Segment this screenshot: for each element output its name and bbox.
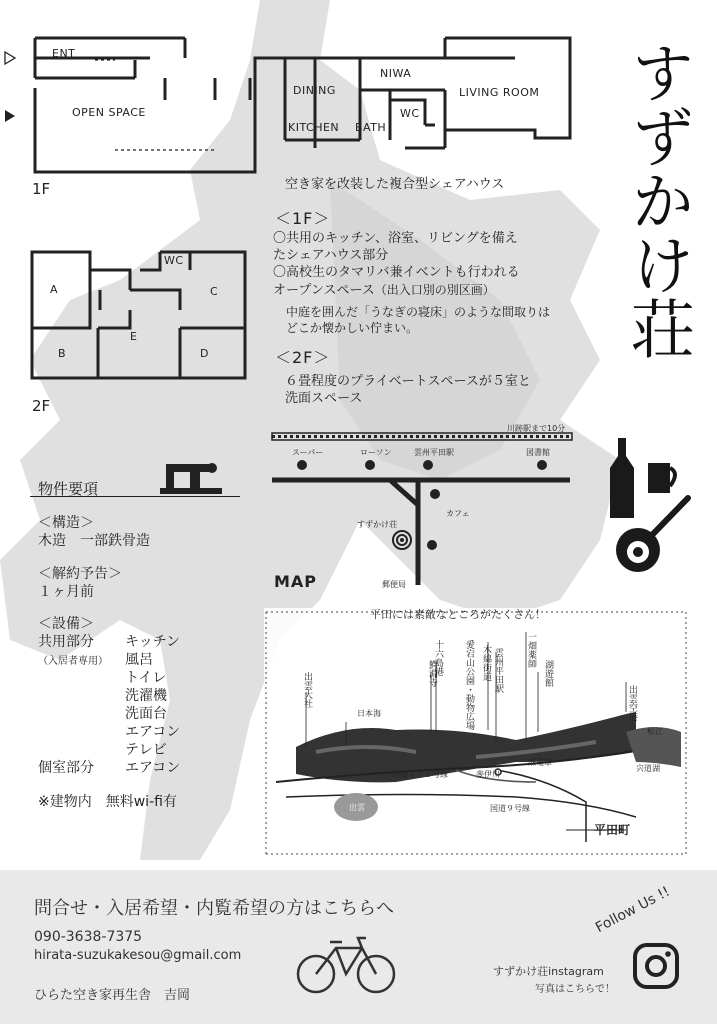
desc-1f-line4-main: オープンスペース — [273, 283, 375, 298]
area-shinji: 宍道湖 — [636, 764, 660, 773]
map-title: MAP — [274, 572, 318, 591]
room-open-space: OPEN SPACE — [72, 106, 146, 119]
footer-phone[interactable]: 090-3638-7375 — [34, 929, 143, 945]
map-station-note: 川跡駅まで10分 — [507, 424, 566, 433]
desc-1f-line1: 〇共用のキッチン、浴室、リビングを備え — [273, 231, 518, 246]
room-niwa: NIWA — [380, 67, 412, 80]
spec-equip-heading: ＜設備＞ — [38, 616, 94, 632]
room-dining: DINING — [293, 84, 336, 97]
area-sea: 日本海 — [357, 709, 381, 718]
map-cafe: カフェ — [446, 509, 470, 518]
bicycle-icon — [296, 934, 396, 996]
instagram-label[interactable]: すずかけ荘instagram — [493, 965, 604, 978]
room-c: C — [210, 285, 219, 298]
area-ichibata-yakushi: 一畑薬師 — [526, 632, 536, 668]
desc-1f-line2: たシェアハウス部分 — [273, 248, 389, 263]
footer-email[interactable]: hirata-suzukakesou@gmail.com — [34, 948, 242, 963]
spec-common-item: 洗濯機 — [125, 688, 167, 704]
follow-us-text: Follow Us !! — [593, 883, 673, 937]
area-headline: 平田には素敵なところがたくさん！ — [370, 608, 546, 621]
area-ichibata-rail: 一畑電車 — [520, 758, 552, 767]
desc-1f-note1: 中庭を囲んだ「うなぎの寝床」のような間取りは — [286, 305, 551, 319]
spec-common-item: エアコン — [125, 724, 181, 740]
area-izumo-taisha: 出雲大社 — [302, 672, 312, 708]
floor-caption-1f: 1F — [32, 180, 51, 198]
entrance-arrows — [3, 50, 17, 130]
footer — [0, 870, 717, 1024]
footer-org: ひらた空き家再生舎 吉岡 — [34, 988, 191, 1003]
heading-2f: ＜2F＞ — [275, 348, 331, 367]
spec-common-label: 共用部分 — [38, 634, 94, 650]
desc-1f-line4-note: （出入口別の別区画） — [374, 283, 495, 297]
room-bath: BATH — [355, 121, 387, 134]
area-airport: 出雲空港 — [627, 685, 637, 721]
room-living: LIVING ROOM — [459, 86, 540, 99]
map-lawson: ローソン — [360, 448, 392, 457]
area-wanizura: 鰐淵寺 — [427, 660, 437, 687]
map-post: 郵便局 — [382, 580, 406, 589]
area-route431: 国道４３１号線 — [392, 770, 448, 779]
desc-2f-line2: 洗面スペース — [285, 391, 363, 406]
desc-1f-line4 — [273, 281, 495, 300]
spec-structure-heading: ＜構造＞ — [38, 515, 94, 531]
footer-contact: 問合せ・入居希望・内覧希望の方はこちらへ — [34, 898, 394, 919]
area-hiikawa: 斐伊川 — [476, 770, 500, 779]
desc-1f-line3: 〇高校生のタマリバ兼イベントも行われる — [273, 265, 520, 280]
spec-common-note: （入居者専用） — [38, 656, 108, 667]
page-title: すずかけ荘 — [620, 40, 694, 360]
spec-common-item: トイレ — [125, 670, 167, 686]
kitchenware-illustration — [608, 438, 698, 573]
spec-private-item: エアコン — [125, 760, 181, 776]
room-a: A — [50, 283, 59, 296]
spec-private-label: 個室部分 — [38, 760, 94, 776]
map-supermarket: スーパー — [292, 448, 324, 457]
spec-common-item: キッチン — [125, 634, 181, 650]
area-kiwata: 木綿街道 — [481, 645, 491, 681]
desc-1f-note2: どこか懐かしい佇まい。 — [286, 321, 419, 335]
area-aitaka: 愛宕山公園・動物広場 — [464, 640, 474, 730]
area-juroku: 十六島港 — [433, 640, 443, 676]
intro-text: 空き家を改装した複合型シェアハウス — [285, 177, 505, 192]
room-wc-2f: WC — [164, 254, 184, 267]
sewing-machine-icon — [160, 458, 222, 498]
room-e: E — [130, 330, 138, 343]
room-ent: ENT — [52, 47, 76, 60]
spec-wifi: ※建物内 無料wi-fi有 — [38, 794, 177, 810]
instagram-sub: 写真はこちらで！ — [535, 984, 615, 995]
spec-common-item: 風呂 — [125, 652, 153, 668]
area-kokokan: 湖遊館 — [543, 660, 553, 687]
map-house: すずかけ荘 — [357, 520, 398, 529]
desc-2f-line1: ６畳程度のプライベートスペースが５室と — [285, 374, 531, 389]
room-b: B — [58, 347, 67, 360]
instagram-icon[interactable] — [632, 942, 680, 990]
room-wc-1f: WC — [400, 107, 420, 120]
area-unshu: 雲州平田駅 — [493, 648, 503, 693]
map-library: 図書館 — [526, 448, 550, 457]
spec-structure: 木造 一部鉄骨造 — [38, 533, 150, 549]
spec-notice: １ヶ月前 — [38, 584, 94, 600]
spec-notice-heading: ＜解約予告＞ — [38, 566, 122, 582]
heading-1f: ＜1F＞ — [275, 209, 331, 228]
area-matsue: 松江 — [647, 727, 663, 736]
floor-plan-2f-lines — [30, 250, 255, 380]
area-izumo: 出雲 — [349, 803, 365, 812]
area-route9: 国道９号線 — [490, 804, 530, 813]
floor-plan-1f-lines — [15, 30, 585, 180]
area-hirata: 平田町 — [594, 823, 631, 837]
room-d: D — [200, 347, 209, 360]
map-station: 雲州平田駅 — [414, 448, 454, 457]
spec-title: 物件要項 — [38, 480, 99, 498]
spec-common-item: 洗面台 — [125, 706, 167, 722]
room-kitchen: KITCHEN — [288, 121, 340, 134]
spec-common-item: テレビ — [125, 742, 167, 758]
floor-caption-2f: 2F — [32, 397, 51, 415]
